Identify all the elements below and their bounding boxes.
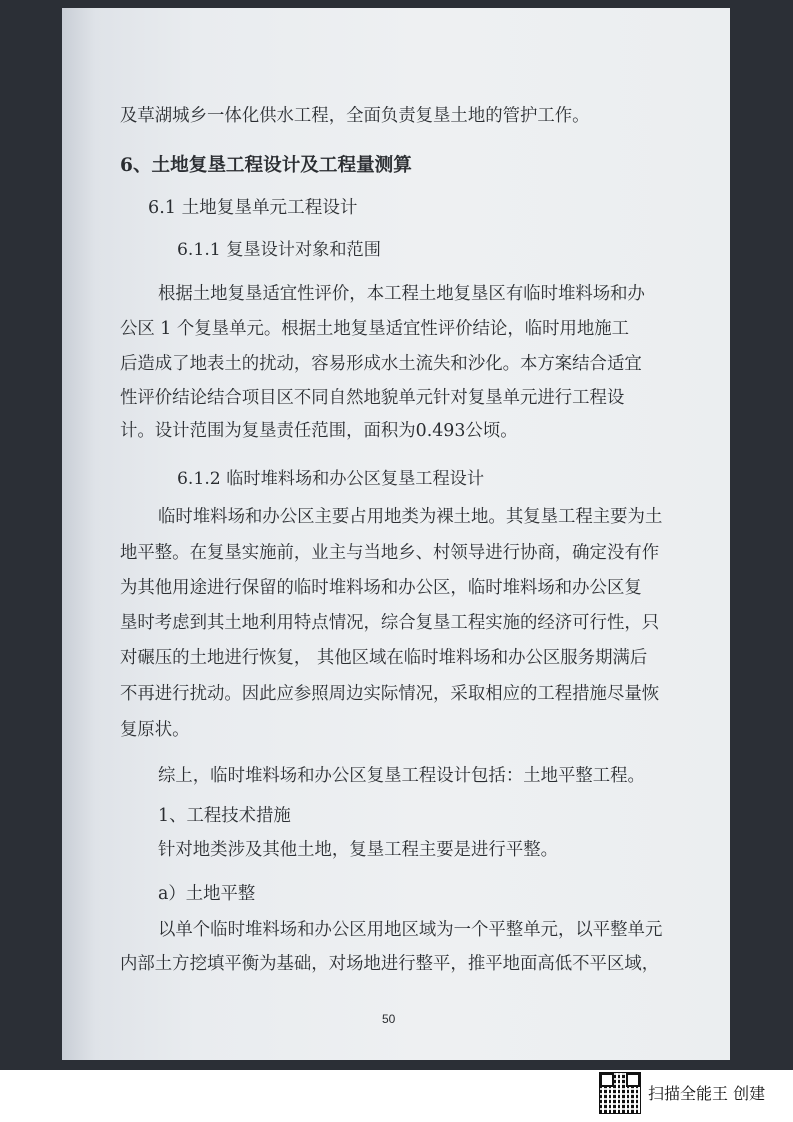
text-line-8: 性评价结论结合项目区不同自然地貌单元针对复垦单元进行工程设 bbox=[120, 388, 625, 408]
text-line-6: 公区 1 个复垦单元。根据土地复垦适宜性评价结论，临时用地施工 bbox=[120, 319, 630, 339]
text-line-7: 后造成了地表土的扰动，容易形成水土流失和沙化。本方案结合适宜 bbox=[120, 354, 642, 374]
text-line-15: 对碾压的土地进行恢复， 其他区域在临时堆料场和办公区服务期满后 bbox=[120, 648, 648, 668]
list-heading-1: 1、工程技术措施 bbox=[158, 806, 291, 826]
text-line-13: 为其他用途进行保留的临时堆料场和办公区，临时堆料场和办公区复 bbox=[120, 578, 642, 598]
text-line-12: 地平整。在复垦实施前，业主与当地乡、村领导进行协商，确定没有作 bbox=[120, 543, 660, 563]
text-line-18: 综上，临时堆料场和办公区复垦工程设计包括：土地平整工程。 bbox=[158, 766, 645, 786]
text-line-9: 计。设计范围为复垦责任范围，面积为0.493公顷。 bbox=[120, 421, 518, 441]
section-heading-6-1-1: 6.1.1 复垦设计对象和范围 bbox=[177, 240, 381, 260]
text-line-16: 不再进行扰动。因此应参照周边实际情况，采取相应的工程措施尽量恢 bbox=[120, 684, 660, 704]
section-heading-6-1-2: 6.1.2 临时堆料场和办公区复垦工程设计 bbox=[177, 469, 485, 489]
text-line-1: 及草湖城乡一体化供水工程，全面负责复垦土地的管护工作。 bbox=[120, 106, 590, 126]
text-line-17: 复原状。 bbox=[120, 720, 190, 740]
text-line-22: 以单个临时堆料场和办公区用地区域为一个平整单元，以平整单元 bbox=[158, 920, 663, 940]
text-line-11: 临时堆料场和办公区主要占用地类为裸土地。其复垦工程主要为土 bbox=[158, 507, 663, 527]
scanned-page bbox=[62, 8, 730, 1060]
text-line-14: 垦时考虑到其土地利用特点情况，综合复垦工程实施的经济可行性，只 bbox=[120, 613, 660, 633]
page-number: 50 bbox=[382, 1012, 396, 1026]
qr-code-icon bbox=[600, 1073, 640, 1113]
sub-heading-a: a）土地平整 bbox=[158, 884, 256, 904]
text-line-23: 内部土方挖填平衡为基础，对场地进行整平，推平地面高低不平区域， bbox=[120, 954, 660, 974]
text-line-20: 针对地类涉及其他土地，复垦工程主要是进行平整。 bbox=[158, 840, 558, 860]
text-line-5: 根据土地复垦适宜性评价，本工程土地复垦区有临时堆料场和办 bbox=[158, 284, 645, 304]
section-heading-6: 6、土地复垦工程设计及工程量测算 bbox=[120, 155, 412, 176]
scanner-watermark: 扫描全能王 创建 bbox=[648, 1084, 766, 1103]
section-heading-6-1: 6.1 土地复垦单元工程设计 bbox=[148, 198, 358, 218]
